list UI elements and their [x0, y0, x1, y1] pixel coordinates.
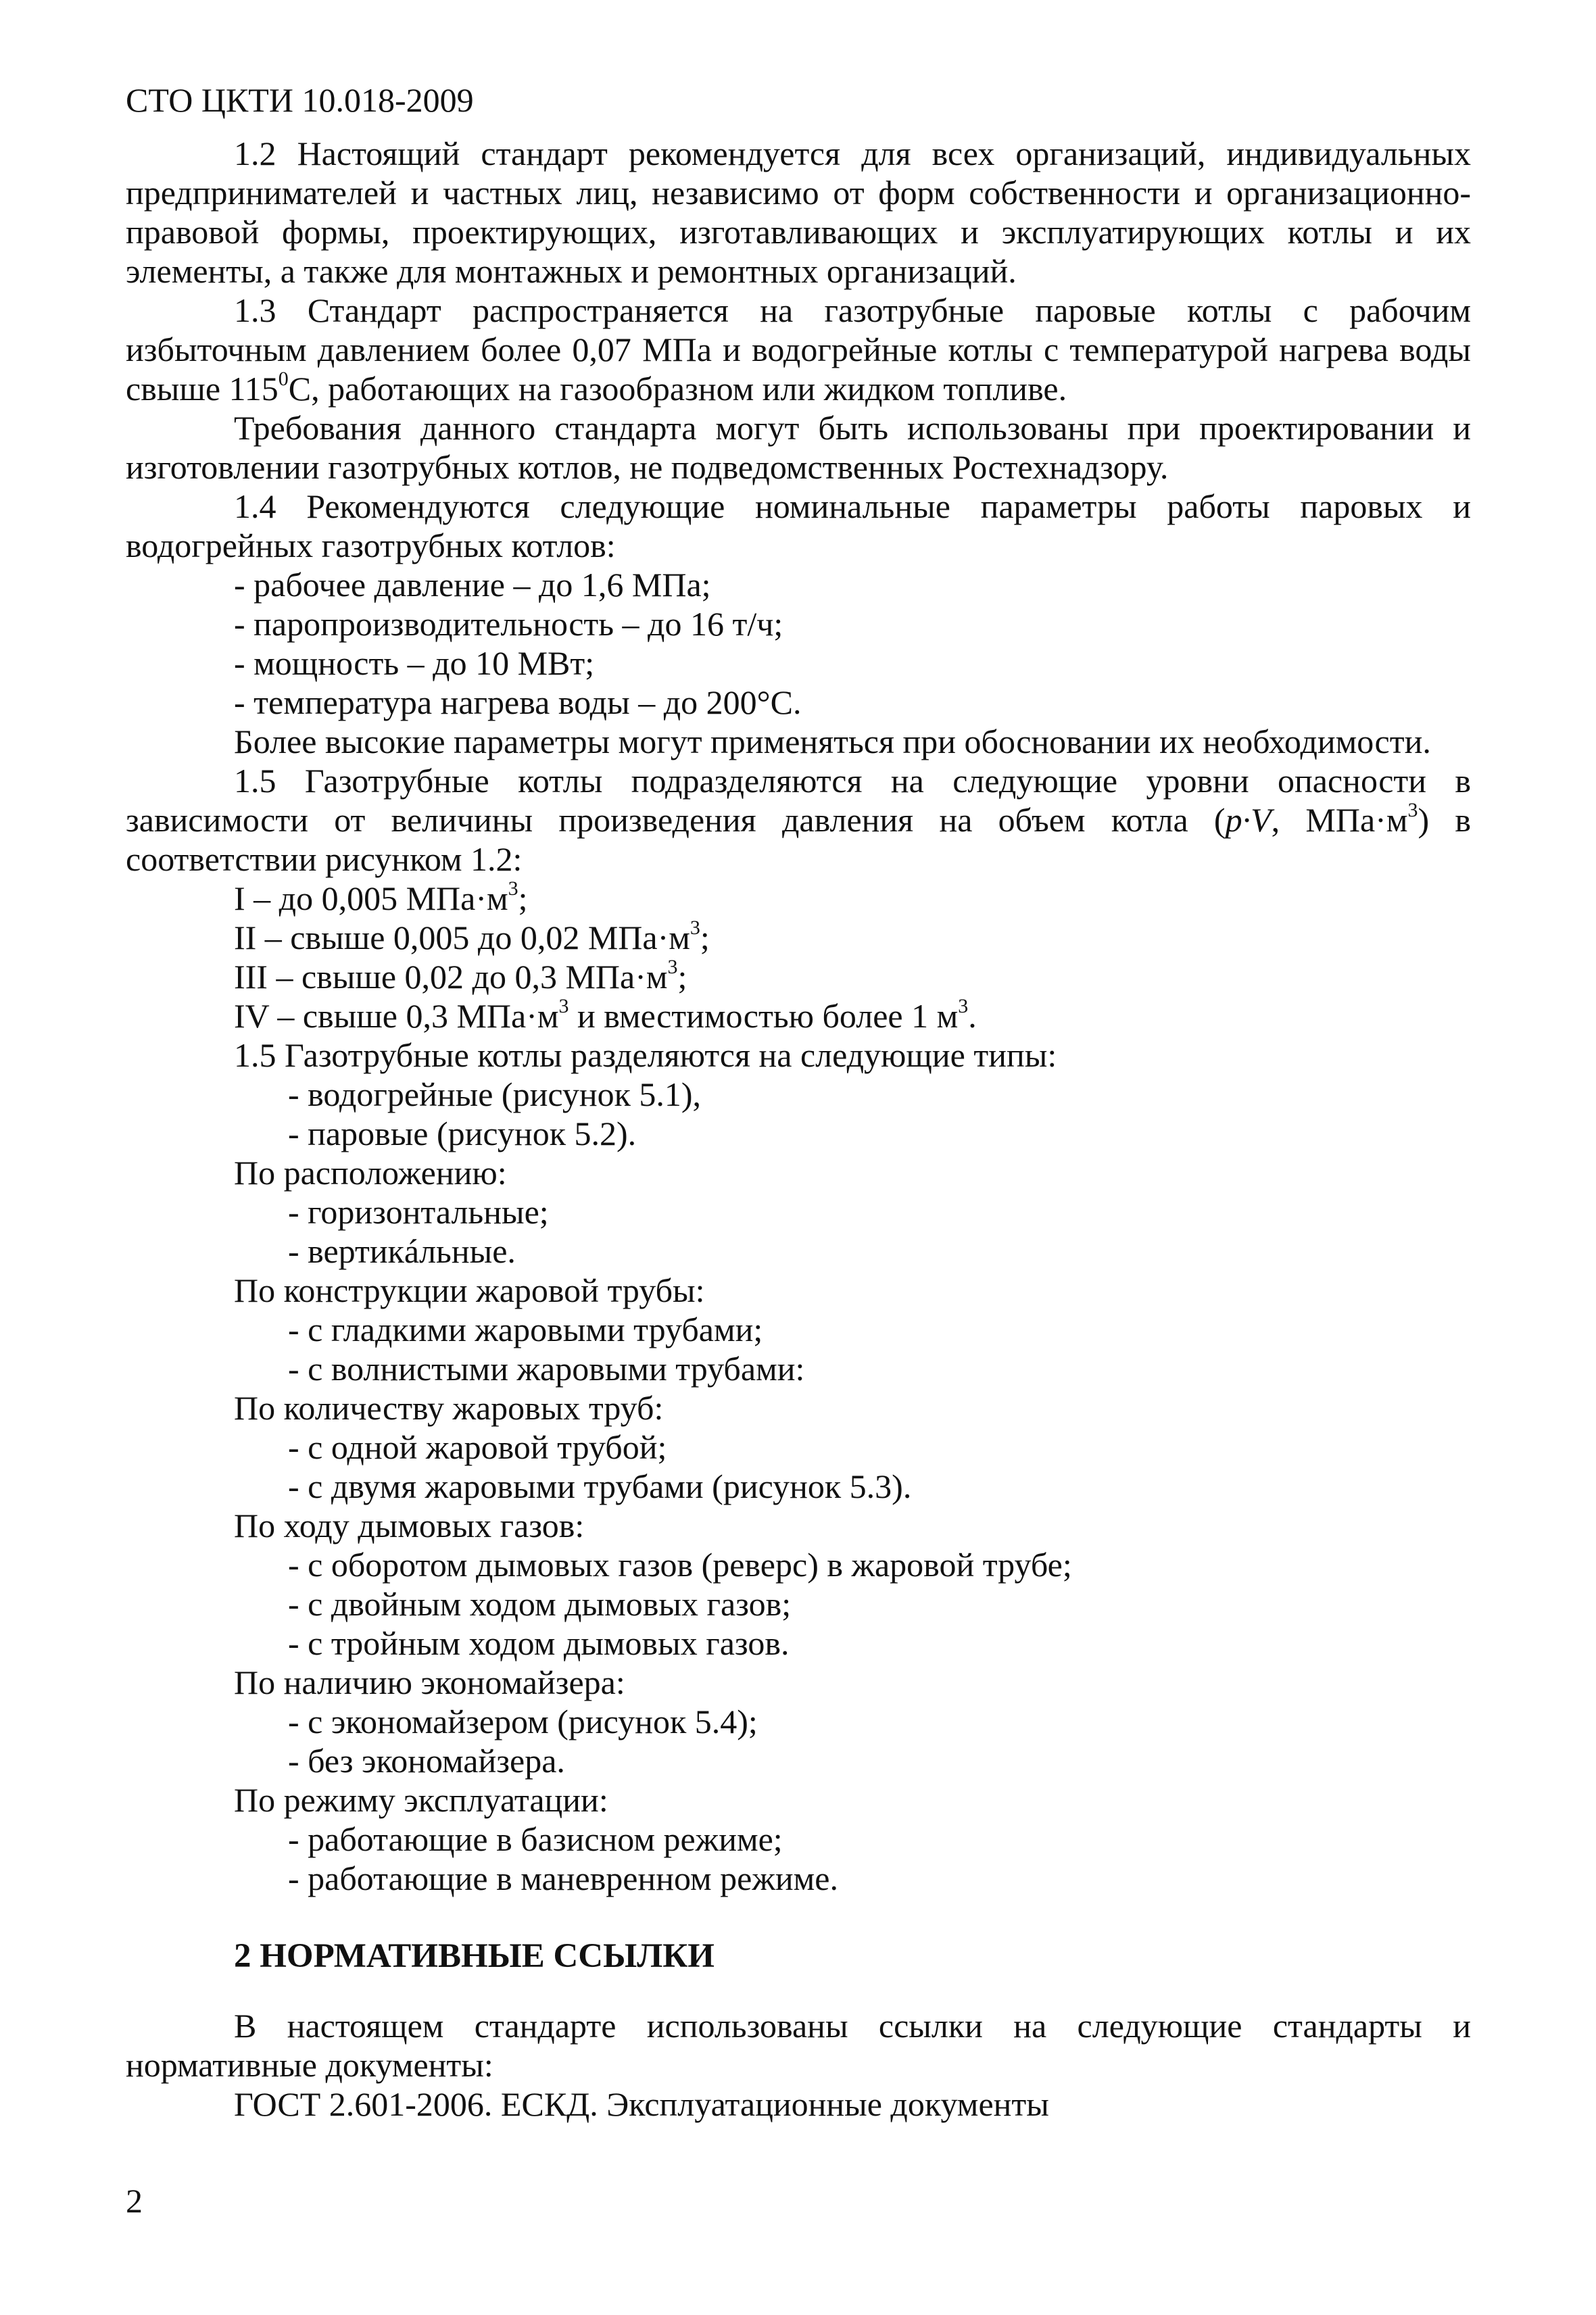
- hazard-level-text: III – свыше 0,02 до 0,3 МПа·м: [234, 958, 668, 996]
- parameter-item: - рабочее давление – до 1,6 МПа;: [234, 566, 711, 604]
- hazard-level-text: I – до 0,005 МПа·м: [234, 879, 508, 917]
- group-item: - с гладкими жаровыми трубами;: [288, 1311, 763, 1348]
- cube-superscript: 3: [508, 877, 518, 900]
- group-item: - работающие в базисном режиме;: [288, 1820, 783, 1858]
- hazard-level-item: [126, 957, 1471, 996]
- group-item: - с волнистыми жаровыми трубами:: [288, 1350, 805, 1388]
- group-title: По расположению:: [234, 1154, 507, 1192]
- classification-group: [126, 1388, 1471, 1506]
- heading-spacer: [126, 1976, 1471, 2006]
- section-2-intro: В настоящем стандарте использованы ссылки на следующие стандарты и нормативные документы:: [126, 2007, 1471, 2084]
- parameter-item: - температура нагрева воды – до 200°С.: [234, 683, 802, 721]
- hazard-level-text: II – свыше 0,005 до 0,02 МПа·м: [234, 919, 690, 956]
- cube-superscript: 3: [558, 995, 569, 1018]
- paragraph-1-3-text: 1.3 Стандарт распространяется на газотрубные паровые котлы с рабочим избыточным давлением более 0,07 МПа и водогрейные котлы с температурой нагрева воды свыше 115: [126, 291, 1471, 408]
- group-item: - без экономайзера.: [288, 1742, 565, 1780]
- hazard-level-tail: ;: [677, 958, 687, 996]
- document-code-header: СТО ЦКТИ 10.018-2009: [126, 81, 474, 119]
- parameter-item: - паропроизводительность – до 16 т/ч;: [234, 605, 783, 643]
- reference-item: ГОСТ 2.601-2006. ЕСКД. Эксплуатационные документы: [234, 2085, 1049, 2123]
- paragraph-1-2: 1.2 Настоящий стандарт рекомендуется для всех организаций, индивидуальных предпринимателей и частных лиц, независимо от форм собственности и организационно-правовой формы, проектирующих, изготавливающих и эксплуатирующих котлы и их элементы, а также для монтажных и ремонтных организаций.: [126, 135, 1471, 290]
- classification-group: [126, 1506, 1471, 1663]
- group-item: - с экономайзером (рисунок 5.4);: [288, 1703, 758, 1740]
- parameter-item: - мощность – до 10 МВт;: [234, 644, 595, 682]
- classification-group: [126, 1663, 1471, 1780]
- group-title: По конструкции жаровой трубы:: [234, 1271, 705, 1309]
- hazard-levels-list: [126, 879, 1471, 1035]
- paragraph-1-3: [126, 291, 1471, 408]
- document-body: [126, 134, 1471, 2124]
- paragraph-1-5-hazard: [126, 761, 1471, 879]
- group-title: По наличию экономайзера:: [234, 1663, 625, 1701]
- paragraph-1-5-types: 1.5 Газотрубные котлы разделяются на следующие типы:: [234, 1036, 1057, 1074]
- group-item: - с двумя жаровыми трубами (рисунок 5.3).: [288, 1467, 912, 1505]
- cube-superscript: 3: [1407, 799, 1418, 822]
- classification-group: [126, 1271, 1471, 1388]
- paragraph-1-5-text: 1.5 Газотрубные котлы подразделяются на следующие уровни опасности в зависимости от величины произведения давления на объем котла (: [126, 762, 1471, 839]
- type-item: - водогрейные (рисунок 5.1),: [288, 1075, 702, 1113]
- hazard-level-item: [126, 918, 1471, 957]
- group-item: - с одной жаровой трубой;: [288, 1428, 667, 1466]
- paragraph-requirements: Требования данного стандарта могут быть использованы при проектировании и изготовлении газотрубных котлов, не подведомственных Ростехнадзору.: [126, 409, 1471, 486]
- hazard-level-text: IV – свыше 0,3 МПа·м: [234, 997, 559, 1035]
- group-item: - с оборотом дымовых газов (реверс) в жаровой трубе;: [288, 1546, 1072, 1584]
- pv-variable: p·V: [1225, 801, 1272, 839]
- type-item: - паровые (рисунок 5.2).: [288, 1115, 637, 1152]
- types-list: [126, 1075, 1471, 1153]
- paragraph-higher-params: Более высокие параметры могут применяться при обосновании их необходимости.: [234, 723, 1431, 760]
- cube-superscript: 3: [958, 995, 969, 1018]
- page-number: 2: [126, 2182, 143, 2220]
- group-title: По ходу дымовых газов:: [234, 1507, 585, 1544]
- group-item: - горизонтальные;: [288, 1193, 549, 1231]
- group-item: - с тройным ходом дымовых газов.: [288, 1624, 790, 1662]
- hazard-level-tail: и вместимостью более 1 м: [569, 997, 959, 1035]
- group-title: По количеству жаровых труб:: [234, 1389, 664, 1427]
- paragraph-1-5-unit: , МПа·м: [1271, 801, 1408, 839]
- group-item: - работающие в маневренном режиме.: [288, 1859, 838, 1897]
- paragraph-1-5-tail: ) в соответствии рисунком 1.2:: [126, 801, 1471, 878]
- hazard-level-item: [126, 996, 1471, 1035]
- classification-group: [126, 1780, 1471, 1898]
- group-item: - с двойным ходом дымовых газов;: [288, 1585, 792, 1623]
- hazard-level-item: [126, 879, 1471, 918]
- paragraph-1-4: 1.4 Рекомендуются следующие номинальные параметры работы паровых и водогрейных газотрубных котлов:: [126, 487, 1471, 564]
- cube-superscript: 3: [667, 956, 678, 979]
- degree-superscript: 0: [278, 368, 289, 391]
- group-item: - вертикáльные.: [288, 1232, 516, 1270]
- section-2-heading: 2 НОРМАТИВНЫЕ ССЫЛКИ: [234, 1937, 715, 1975]
- hazard-level-tail: .: [968, 997, 977, 1035]
- group-title: По режиму эксплуатации:: [234, 1781, 608, 1819]
- paragraph-1-3-tail: С, работающих на газообразном или жидком топливе.: [288, 370, 1067, 408]
- classification-group: [126, 1153, 1471, 1271]
- cube-superscript: 3: [690, 917, 700, 940]
- hazard-level-tail: ;: [700, 919, 710, 956]
- hazard-level-tail: ;: [518, 879, 528, 917]
- parameters-list: [126, 565, 1471, 722]
